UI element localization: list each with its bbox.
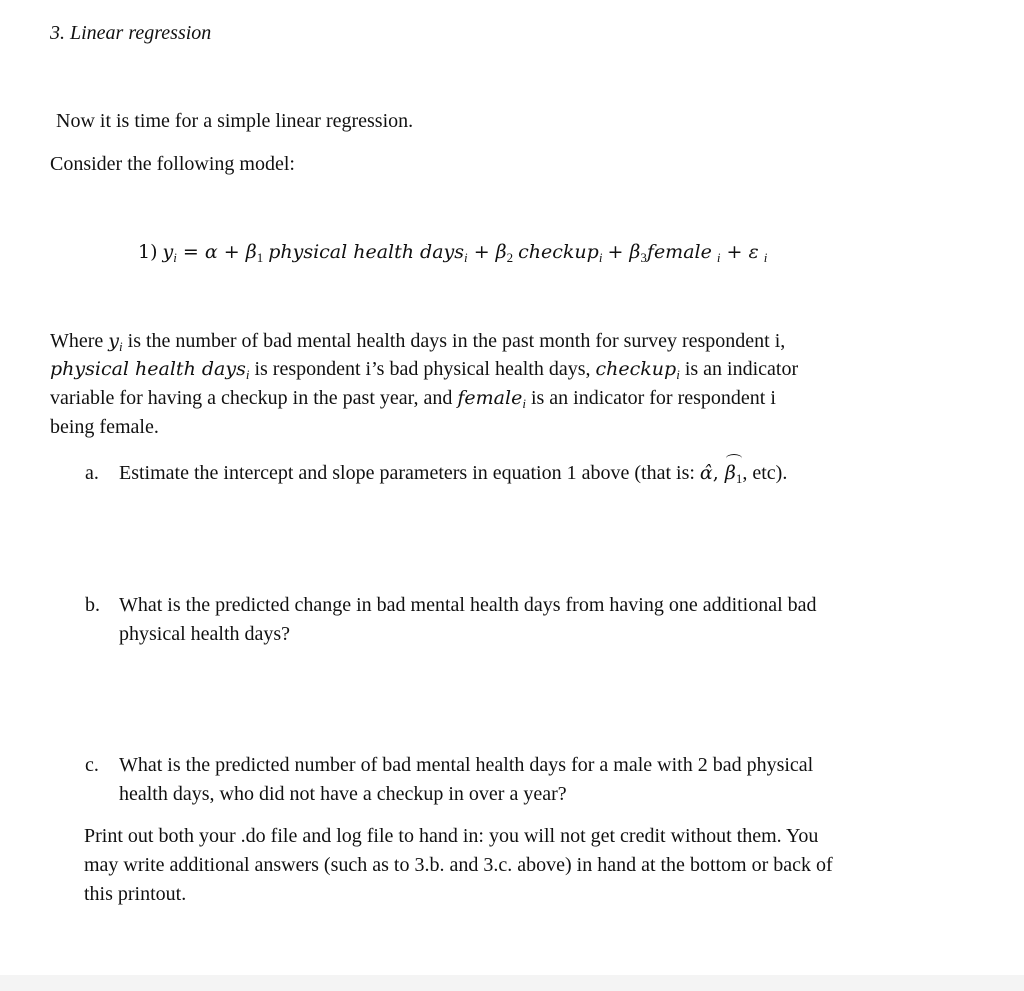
question-b-line-1: What is the predicted change in bad mental health days from having one additional bad	[119, 594, 817, 616]
definition-line-2: physical health days$_i$ is respondent i’s bad physical health days, checkup$_i$ is an indicator	[50, 358, 799, 382]
intro-line-2: Consider the following model:	[50, 153, 295, 175]
question-b-letter: b.	[85, 594, 100, 616]
definition-line-3: variable for having a checkup in the past year, and female$_i$ is an indicator for respondent i	[50, 387, 776, 411]
question-c-line-1: What is the predicted number of bad mental health days for a male with 2 bad physical	[119, 754, 814, 776]
definition-line-1: Where $y_i$ is the number of bad mental health days in the past month for survey respondent i,	[50, 330, 786, 354]
instructions-line-3: this printout.	[84, 883, 187, 905]
intro-line-1: Now it is time for a simple linear regression.	[56, 110, 414, 132]
question-a-letter: a.	[85, 462, 99, 484]
page-bottom-edge	[0, 975, 1024, 991]
definition-line-4: being female.	[50, 416, 159, 438]
model-equation: 1) $y_i = \alpha + \beta_1$ physical health days$_i$ + $\beta_2$ checkup$_i$ + $\beta_3female$ $_i$ + ε $_i$	[138, 241, 768, 265]
instructions-line-2: may write additional answers (such as to 3.b. and 3.c. above) in hand at the bottom or back of	[84, 854, 833, 876]
question-b-line-2: physical health days?	[119, 623, 291, 645]
instructions-line-1: Print out both your .do file and log file to hand in: you will not get credit without them. You	[84, 825, 819, 847]
question-a-text: Estimate the intercept and slope parameters in equation 1 above (that is: α̂, $\beta_1$, etc).	[119, 459, 787, 493]
question-c-line-2: health days, who did not have a checkup in over a year?	[119, 783, 567, 805]
question-c-letter: c.	[85, 754, 99, 776]
section-title: 3. Linear regression	[50, 22, 212, 44]
